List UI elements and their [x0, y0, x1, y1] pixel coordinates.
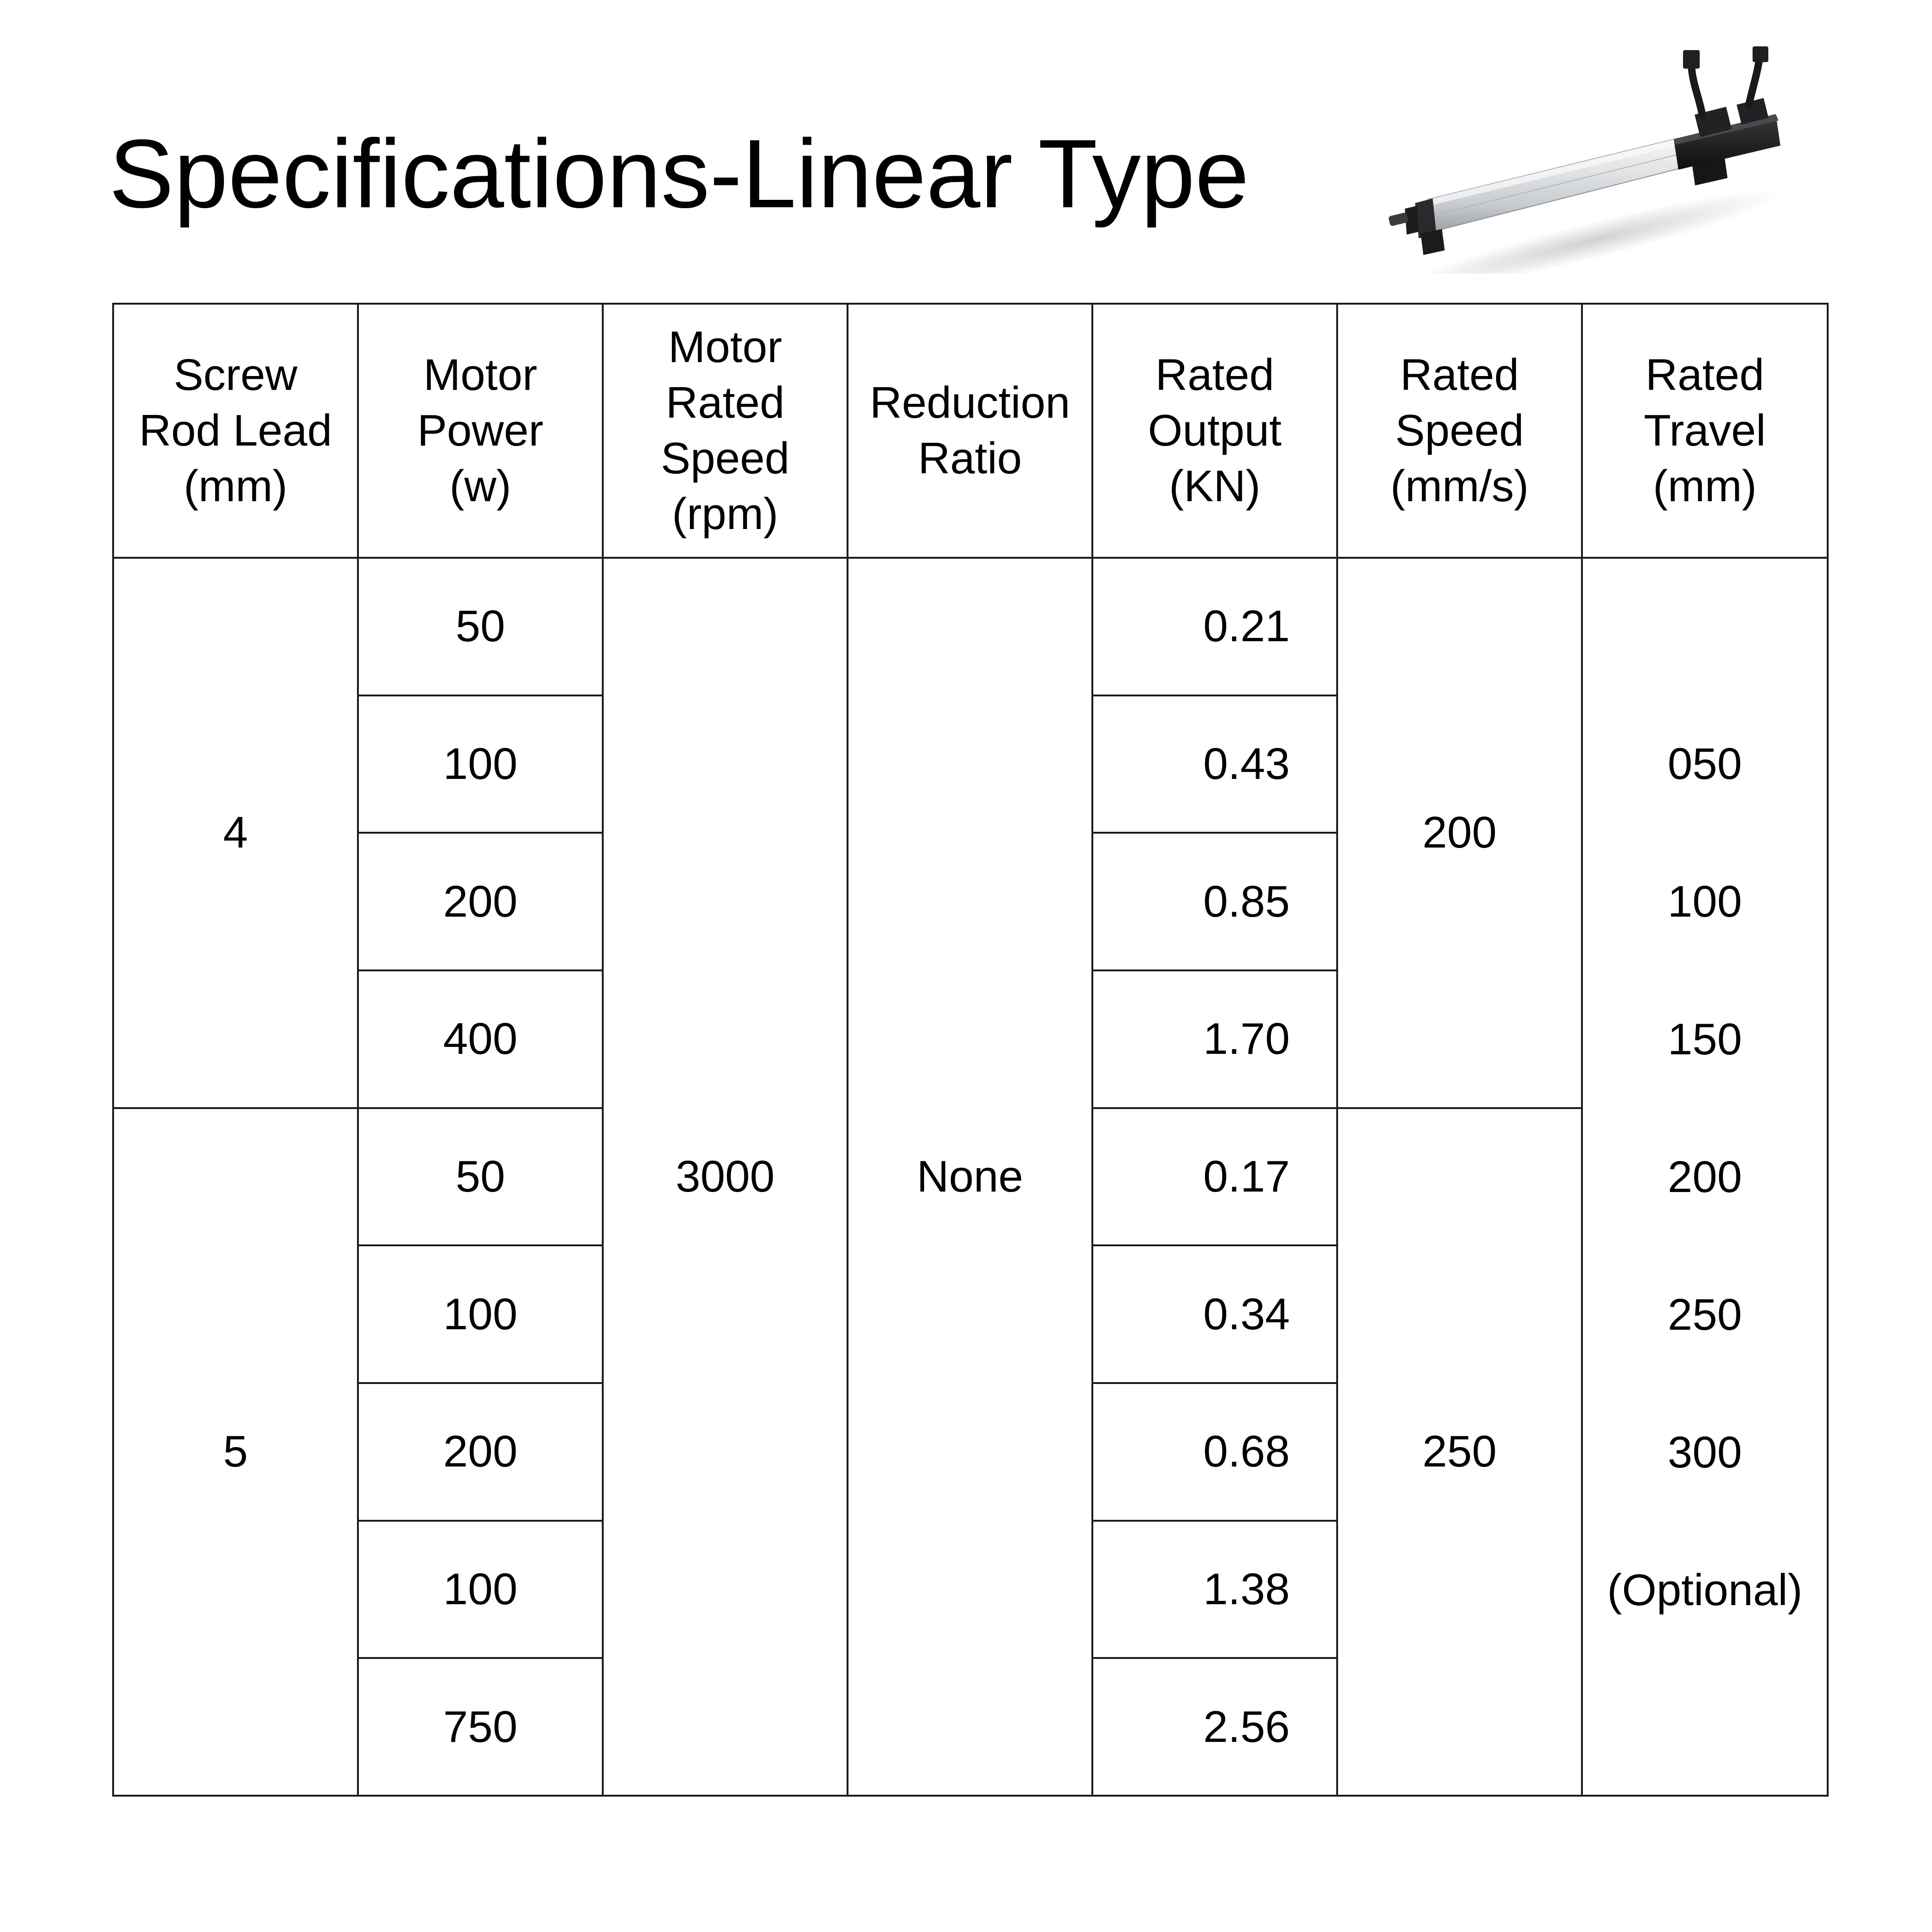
cell-motor-power: 100	[358, 1521, 603, 1658]
cell-rated-output: 0.17	[1092, 1108, 1337, 1246]
cell-motor-power: 100	[358, 695, 603, 833]
spec-table-wrapper	[112, 303, 1827, 1797]
cell-rated-output: 0.85	[1092, 833, 1337, 970]
cell-rated-output: 1.70	[1092, 970, 1337, 1108]
cell-rated-travel	[1582, 558, 1828, 1796]
cell-rated-output: 2.56	[1092, 1658, 1337, 1796]
cell-motor-power: 50	[358, 558, 603, 695]
cell-screw-lead: 5	[113, 1108, 358, 1796]
cell-rated-output: 0.34	[1092, 1245, 1337, 1383]
header-screw-rod-lead: Screw Rod Lead (mm)	[113, 304, 358, 558]
header-rated-speed: Rated Speed (mm/s)	[1337, 304, 1582, 558]
rated-travel-item: 200	[1667, 1152, 1742, 1202]
table-row	[113, 558, 1828, 695]
header-rated-travel: Rated Travel (mm)	[1582, 304, 1828, 558]
table-header-row	[113, 304, 1828, 558]
cell-rated-speed: 200	[1337, 558, 1582, 1108]
cell-reduction-ratio: None	[848, 558, 1092, 1796]
cell-screw-lead: 4	[113, 558, 358, 1108]
rated-travel-list	[1588, 695, 1822, 1659]
linear-actuator-icon	[1372, 46, 1817, 274]
rated-travel-item: (Optional)	[1607, 1565, 1803, 1615]
cell-rated-output: 1.38	[1092, 1521, 1337, 1658]
cell-rated-speed: 250	[1337, 1108, 1582, 1796]
header-reduction-ratio: Reduction Ratio	[848, 304, 1092, 558]
spec-table	[112, 303, 1829, 1797]
cell-motor-power: 750	[358, 1658, 603, 1796]
header-motor-power: Motor Power (w)	[358, 304, 603, 558]
rated-travel-item: 050	[1667, 739, 1742, 789]
rated-travel-item: 150	[1667, 1014, 1742, 1064]
header-rated-output: Rated Output (KN)	[1092, 304, 1337, 558]
cell-motor-power: 400	[358, 970, 603, 1108]
cell-rated-output: 0.43	[1092, 695, 1337, 833]
rated-travel-item: 300	[1667, 1427, 1742, 1477]
cell-motor-power: 200	[358, 1383, 603, 1521]
cell-motor-rated-speed: 3000	[603, 558, 848, 1796]
cell-rated-output: 0.68	[1092, 1383, 1337, 1521]
cell-motor-power: 100	[358, 1245, 603, 1383]
cell-motor-power: 50	[358, 1108, 603, 1246]
rated-travel-item: 100	[1667, 876, 1742, 926]
header-motor-rated-speed: Motor Rated Speed (rpm)	[603, 304, 848, 558]
rated-travel-item: 250	[1667, 1289, 1742, 1339]
page-title: Specifications-Linear Type	[109, 119, 1250, 228]
cell-motor-power: 200	[358, 833, 603, 970]
cell-rated-output: 0.21	[1092, 558, 1337, 695]
